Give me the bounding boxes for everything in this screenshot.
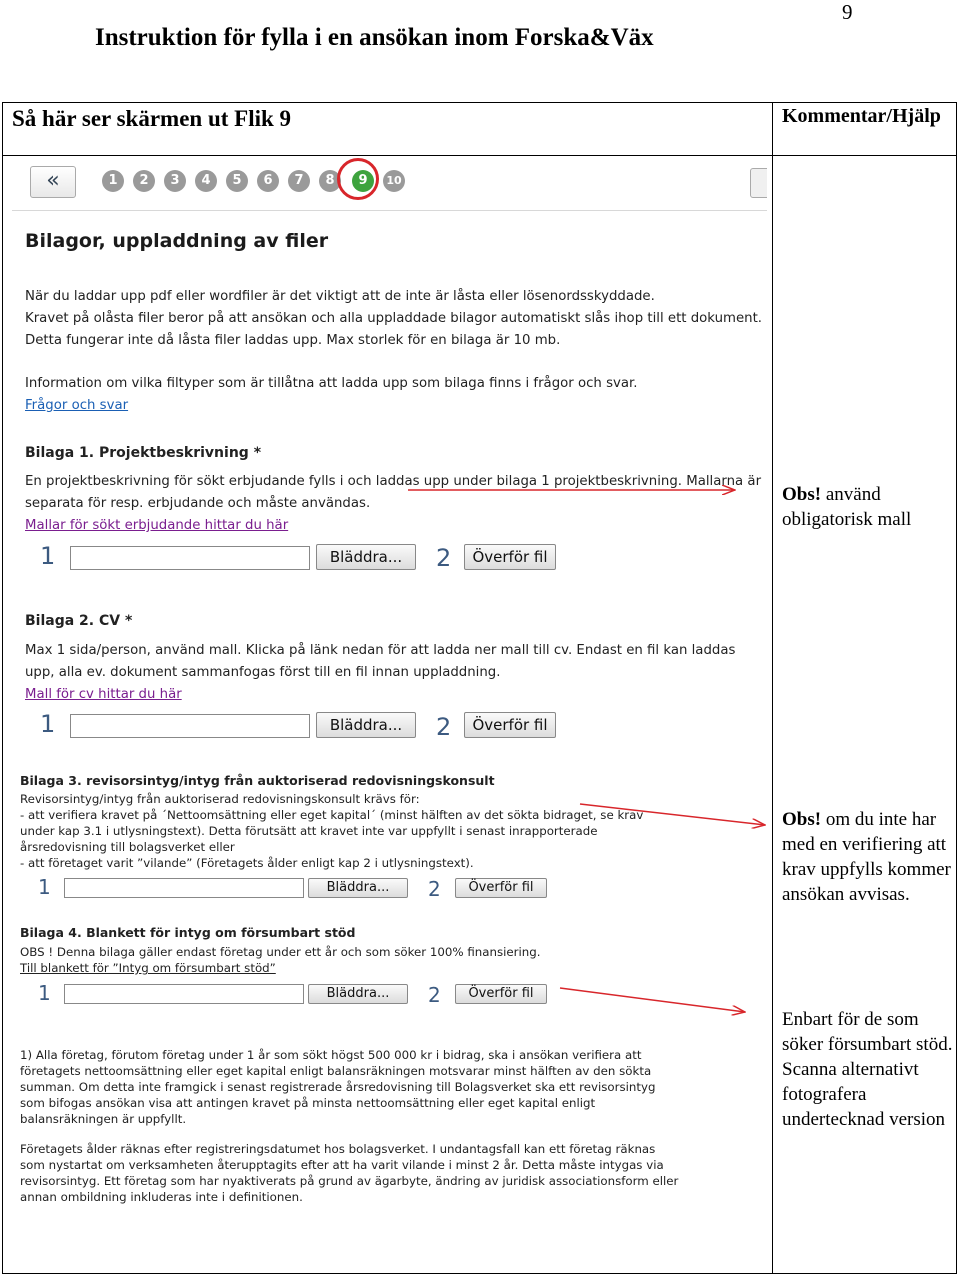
bilaga3-upload-button[interactable]: Överför fil (455, 878, 547, 898)
bilaga1-upload-button[interactable]: Överför fil (464, 544, 556, 570)
bilaga1-step-2: 2 (436, 544, 452, 572)
footnote2-line-2: som nystartat om verksamheten återupptagits efter att ha varit vilande i minst 2 år. Detta måste intygas via (20, 1158, 664, 1172)
intro-line-2: Kravet på olåsta filer beror på att ansökan och alla uppladdade bilagor automatiskt slås ihop till ett dokument. (25, 311, 763, 326)
left-column-header: Så här ser skärmen ut Flik 9 (12, 106, 292, 131)
bilaga3-line-3: under kap 3.1 i utlysningstext). Detta förutsätt att kravet inte var uppfyllt i senast inrapporterade (20, 824, 598, 838)
back-button[interactable]: « (30, 166, 76, 198)
step-3-button[interactable]: 3 (164, 170, 186, 192)
bilaga1-template-link[interactable]: Mallar för sökt erbjudande hittar du här (25, 518, 289, 533)
arrow-to-comment-2 (580, 804, 765, 825)
bilaga4-form-link[interactable]: Till blankett för ”Intyg om försumbart stöd” (20, 961, 276, 975)
bilaga1-step-1: 1 (40, 542, 56, 570)
bilaga2-step-1: 1 (40, 710, 56, 738)
footnote2-line-3: revisorsintyg. Ett företag som har nyaktiverats på grund av ägarbyte, ändring av juridisk associationsform eller (20, 1174, 679, 1188)
step-1-button[interactable]: 1 (102, 170, 124, 192)
comment-obs-label: Obs! (782, 484, 822, 505)
bilaga3-line-5: - att företaget varit ”vilande” (Företagets ålder enligt kap 2 i utlysningstext). (20, 856, 474, 870)
bilaga1-line-1: En projektbeskrivning för sökt erbjudande fylls i och laddas upp under bilaga 1 projektbeskrivning. Mallarna är (25, 474, 762, 489)
step-8-button[interactable]: 8 (319, 170, 341, 192)
bilaga1-browse-button[interactable]: Bläddra... (316, 544, 416, 570)
step-2-button[interactable]: 2 (133, 170, 155, 192)
step-4-button[interactable]: 4 (195, 170, 217, 192)
footnote1-line-3: summan. Om detta inte framgick i senast registrerade årsredovisning till Bolagsverket ska ett revisorsintyg (20, 1080, 656, 1094)
bilaga2-cv-link[interactable]: Mall för cv hittar du här (25, 687, 182, 702)
bilaga2-step-2: 2 (436, 713, 452, 741)
comment-text: använd obligatorisk mall (782, 484, 912, 530)
bilaga1-title: Bilaga 1. Projektbeskrivning * (25, 445, 262, 461)
bilaga3-browse-button[interactable]: Bläddra... (308, 878, 408, 898)
bilaga3-step-1: 1 (38, 875, 51, 899)
step-7-button[interactable]: 7 (288, 170, 310, 192)
footnote1-line-1: 1) Alla företag, förutom företag under 1 år som sökt högst 500 000 kr i bidrag, ska i ansökan verifiera att (20, 1048, 642, 1062)
footnote2-line-4: annan ombildning inkluderas inte i definitionen. (20, 1190, 303, 1204)
comment-obs-label: Obs! (782, 809, 822, 830)
bilaga1-line-2: separata för resp. erbjudande och måste användas. (25, 496, 371, 511)
bilaga2-line-2: upp, alla ev. dokument sammanfogas först till en fil innan uppladdning. (25, 665, 501, 680)
bilaga2-browse-button[interactable]: Bläddra... (316, 712, 416, 738)
footnote1-line-5: balansräkningen är uppfyllt. (20, 1112, 187, 1126)
comment-negligible-aid: Enbart för de som söker försumbart stöd. Scanna alternativt fotografera undertecknad version (782, 1009, 953, 1130)
bilaga4-line-1: OBS ! Denna bilaga gäller endast företag under ett år och som söker 100% finansiering. (20, 945, 541, 959)
comment-text: om du inte har med en verifiering att krav uppfylls kommer ansökan avvisas. (782, 809, 951, 905)
step-6-button[interactable]: 6 (257, 170, 279, 192)
bilaga4-browse-button[interactable]: Bläddra... (308, 984, 408, 1004)
info-line: Information om vilka filtyper som är tillåtna att ladda upp som bilaga finns i frågor och svar. (25, 376, 638, 391)
arrow-to-comment-3 (560, 988, 745, 1012)
bilaga2-line-1: Max 1 sida/person, använd mall. Klicka på länk nedan för att ladda ner mall till cv. Endast en fil kan laddas (25, 643, 736, 658)
footnote2-line-1: Företagets ålder räknas efter registreringsdatumet hos bolagsverket. I undantagsfall kan ett företag räknas (20, 1142, 656, 1156)
step-5-button[interactable]: 5 (226, 170, 248, 192)
bilaga3-line-1: Revisorsintyg/intyg från auktoriserad redovisningskonsult krävs för: (20, 792, 420, 806)
footnote1-line-2: företagets nettoomsättning eller eget kapital enligt balansräkningen motsvarar minst hälften av den sökta (20, 1064, 652, 1078)
page-number: 9 (842, 0, 853, 24)
bilaga3-step-2: 2 (428, 877, 441, 901)
bilaga3-line-2: - att verifiera kravet på ´Nettoomsättning eller eget kapital´ (minst hälften av det sökta bidraget, se krav (20, 808, 644, 822)
document-title: Instruktion för fylla i en ansökan inom Forska&Väx (95, 24, 654, 51)
step-9-button[interactable]: 9 (352, 170, 374, 192)
bilaga4-upload-button[interactable]: Överför fil (455, 984, 547, 1004)
intro-line-1: När du laddar upp pdf eller wordfiler är det viktigt att de inte är låsta eller lösenordsskyddade. (25, 289, 655, 304)
bilaga4-step-2: 2 (428, 983, 441, 1007)
faq-link[interactable]: Frågor och svar (25, 398, 129, 413)
footnote1-line-4: som bifogas ansökan visa att antingen kravet på minsta nettoomsättning eller eget kapital enligt (20, 1096, 596, 1110)
intro-line-3: Detta fungerar inte då låsta filer laddas upp. Max storlek för en bilaga är 10 mb. (25, 333, 561, 348)
page-heading: Bilagor, uppladdning av filer (25, 230, 329, 252)
right-column-header: Kommentar/Hjälp (782, 105, 941, 127)
bilaga2-upload-button[interactable]: Överför fil (464, 712, 556, 738)
bilaga3-title: Bilaga 3. revisorsintyg/intyg från auktoriserad redovisningskonsult (20, 773, 495, 788)
bilaga4-title: Bilaga 4. Blankett för intyg om försumbart stöd (20, 925, 356, 940)
bilaga3-line-4: årsredovisning till bolagsverket eller (20, 840, 235, 854)
bilaga2-title: Bilaga 2. CV * (25, 613, 133, 629)
step-10-button[interactable]: 10 (383, 170, 405, 192)
bilaga4-step-1: 1 (38, 981, 51, 1005)
